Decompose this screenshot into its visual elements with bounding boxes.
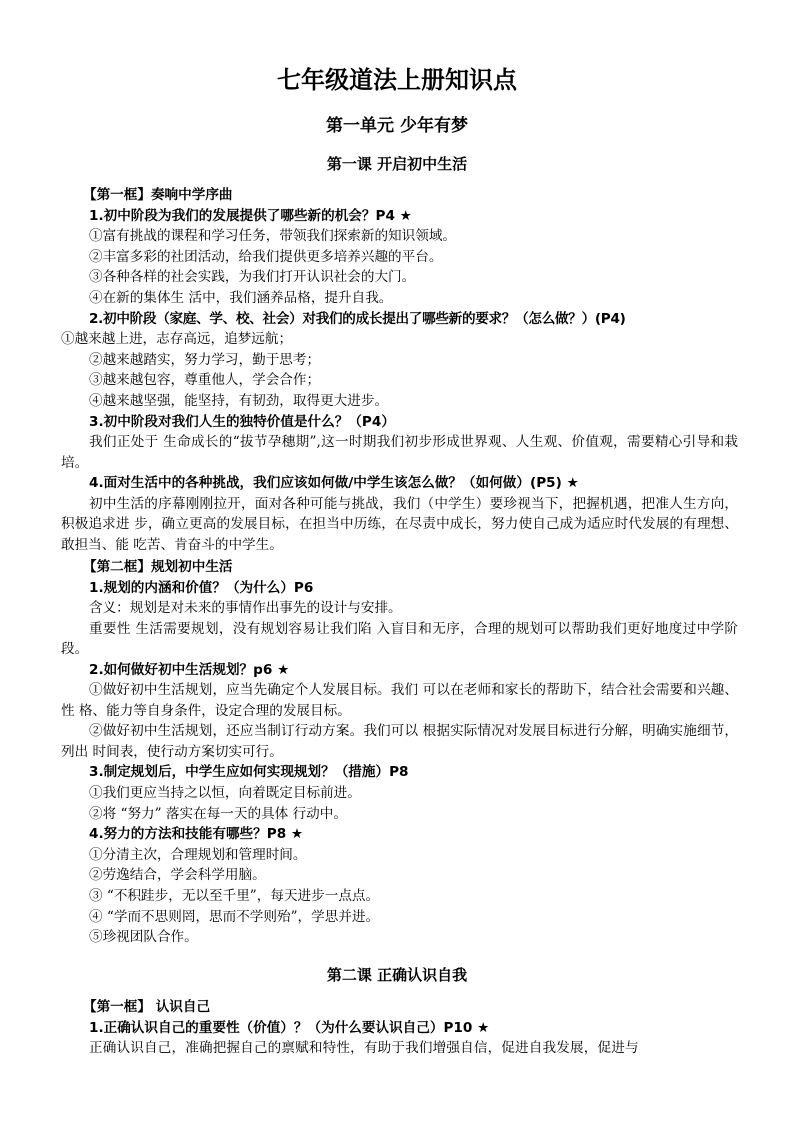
answer-line: ③ “不积跬步，无以至千里”，每天进步一点点。 <box>89 887 380 904</box>
section-frame-1 <box>61 185 738 556</box>
answer-line: ①越来越上进，志存高远，追梦远航； <box>61 331 293 348</box>
answer-line: ①分清主次，合理规划和管理时间。 <box>89 846 307 863</box>
section-frame-3 <box>61 997 738 1059</box>
answer-line: ②丰富多彩的社团活动，给我们提供更多培养兴趣的平台。 <box>89 248 443 265</box>
question: 3.初中阶段对我们人生的独特价值是什么？（P4） <box>89 413 395 430</box>
answer-line: ③各种各样的社会实践，为我们打开认识社会的大门。 <box>89 269 416 286</box>
answer-line: ④ “学而不思则罔，思而不学则殆”，学思并进。 <box>89 908 380 925</box>
question: 4.努力的方法和技能有哪些？P8 ★ <box>89 826 304 843</box>
question: 2.如何做好初中生活规划？p6 ★ <box>89 661 290 678</box>
frame-heading: 【第一框】奏响中学序曲 <box>83 187 233 203</box>
answer-line: ⑤珍视团队合作。 <box>89 929 198 946</box>
unit-heading: 第一单元 少年有梦 <box>326 116 468 136</box>
question: 2.初中阶段（家庭、学、校、社会）对我们的成长提出了哪些新的要求？（怎么做？）(P4) <box>89 310 626 327</box>
answer-line: ②将 “努力” 落实在每一天的具体 行动中。 <box>89 805 347 822</box>
answer-paragraph: 我们正处于 生命成长的“拔节孕穗期”,这一时期我们初步形成世界观、人生观、价值观，需要精心引导和栽培。 <box>61 434 738 471</box>
question: 3.制定规划后，中学生应如何实现规划？（措施）P8 <box>89 764 409 781</box>
lesson-heading-1: 第一课 开启初中生活 <box>326 155 468 173</box>
answer-line: ①富有挑战的课程和学习任务，带领我们探索新的知识领域。 <box>89 228 457 245</box>
answer-line: 含义：规划是对未来的事情作出事先的设计与安排。 <box>89 600 402 617</box>
answer-line: ①我们更应当持之以恒，向着既定目标前进。 <box>89 784 361 801</box>
lesson-heading-2: 第二课 正确认识自我 <box>326 966 468 984</box>
page-title: 七年级道法上册知识点 <box>277 66 517 94</box>
question: 1.规划的内涵和价值？（为什么）P6 <box>89 579 314 596</box>
question: 1.正确认识自己的重要性（价值）？（为什么要认识自己）P10 ★ <box>89 1019 490 1036</box>
answer-line: ②劳逸结合，学会科学用脑。 <box>89 867 266 884</box>
answer-line: 正确认识自己，准确把握自己的禀赋和特性，有助于我们增强自信，促进自我发展，促进与 <box>89 1040 639 1057</box>
answer-paragraph: ②做好初中生活规划，还应当制订行动方案。我们可以 根据实际情况对发展目标进行分解，明确实施细节，列出 时间表，使行动方案切实可行。 <box>61 723 738 760</box>
frame-heading: 【第一框】 认识自己 <box>83 999 211 1015</box>
answer-line: ④在新的集体生 活中，我们涵养品格，提升自我。 <box>89 289 393 306</box>
answer-line: ③越来越包容，尊重他人，学会合作； <box>89 372 321 389</box>
question: 1.初中阶段为我们的发展提供了哪些新的机会？P4 ★ <box>89 207 412 224</box>
answer-line: ②越来越踏实，努力学习，勤于思考； <box>89 351 321 368</box>
answer-paragraph: 重要性 生活需要规划，没有规划容易让我们陷 入盲目和无序，合理的规划可以帮助我们更好地度过中学阶段。 <box>61 620 738 658</box>
answer-paragraph: 初中生活的序幕刚刚拉开，面对各种可能与挑战，我们（中学生）要珍视当下，把握机遇，把准人生方向，积极追求进 步，确立更高的发展目标，在担当中历练，在尽责中成长，努力使自己成为适应时代发展的有理想、敢担当、能 吃苦、肯奋斗的中学生。 <box>61 495 738 553</box>
section-frame-2 <box>61 557 738 948</box>
question: 4.面对生活中的各种挑战，我们应该如何做/中学生该怎么做？（如何做）(P5) ★ <box>89 475 579 492</box>
answer-line: ④越来越坚强，能坚持，有韧劲，取得更大进步。 <box>89 392 389 409</box>
frame-heading: 【第二框】规划初中生活 <box>83 559 233 575</box>
answer-paragraph: ①做好初中生活规划，应当先确定个人发展目标。我们 可以在老师和家长的帮助下，结合社会需要和兴趣、性 格、能力等自身条件，设定合理的发展目标。 <box>61 682 738 719</box>
